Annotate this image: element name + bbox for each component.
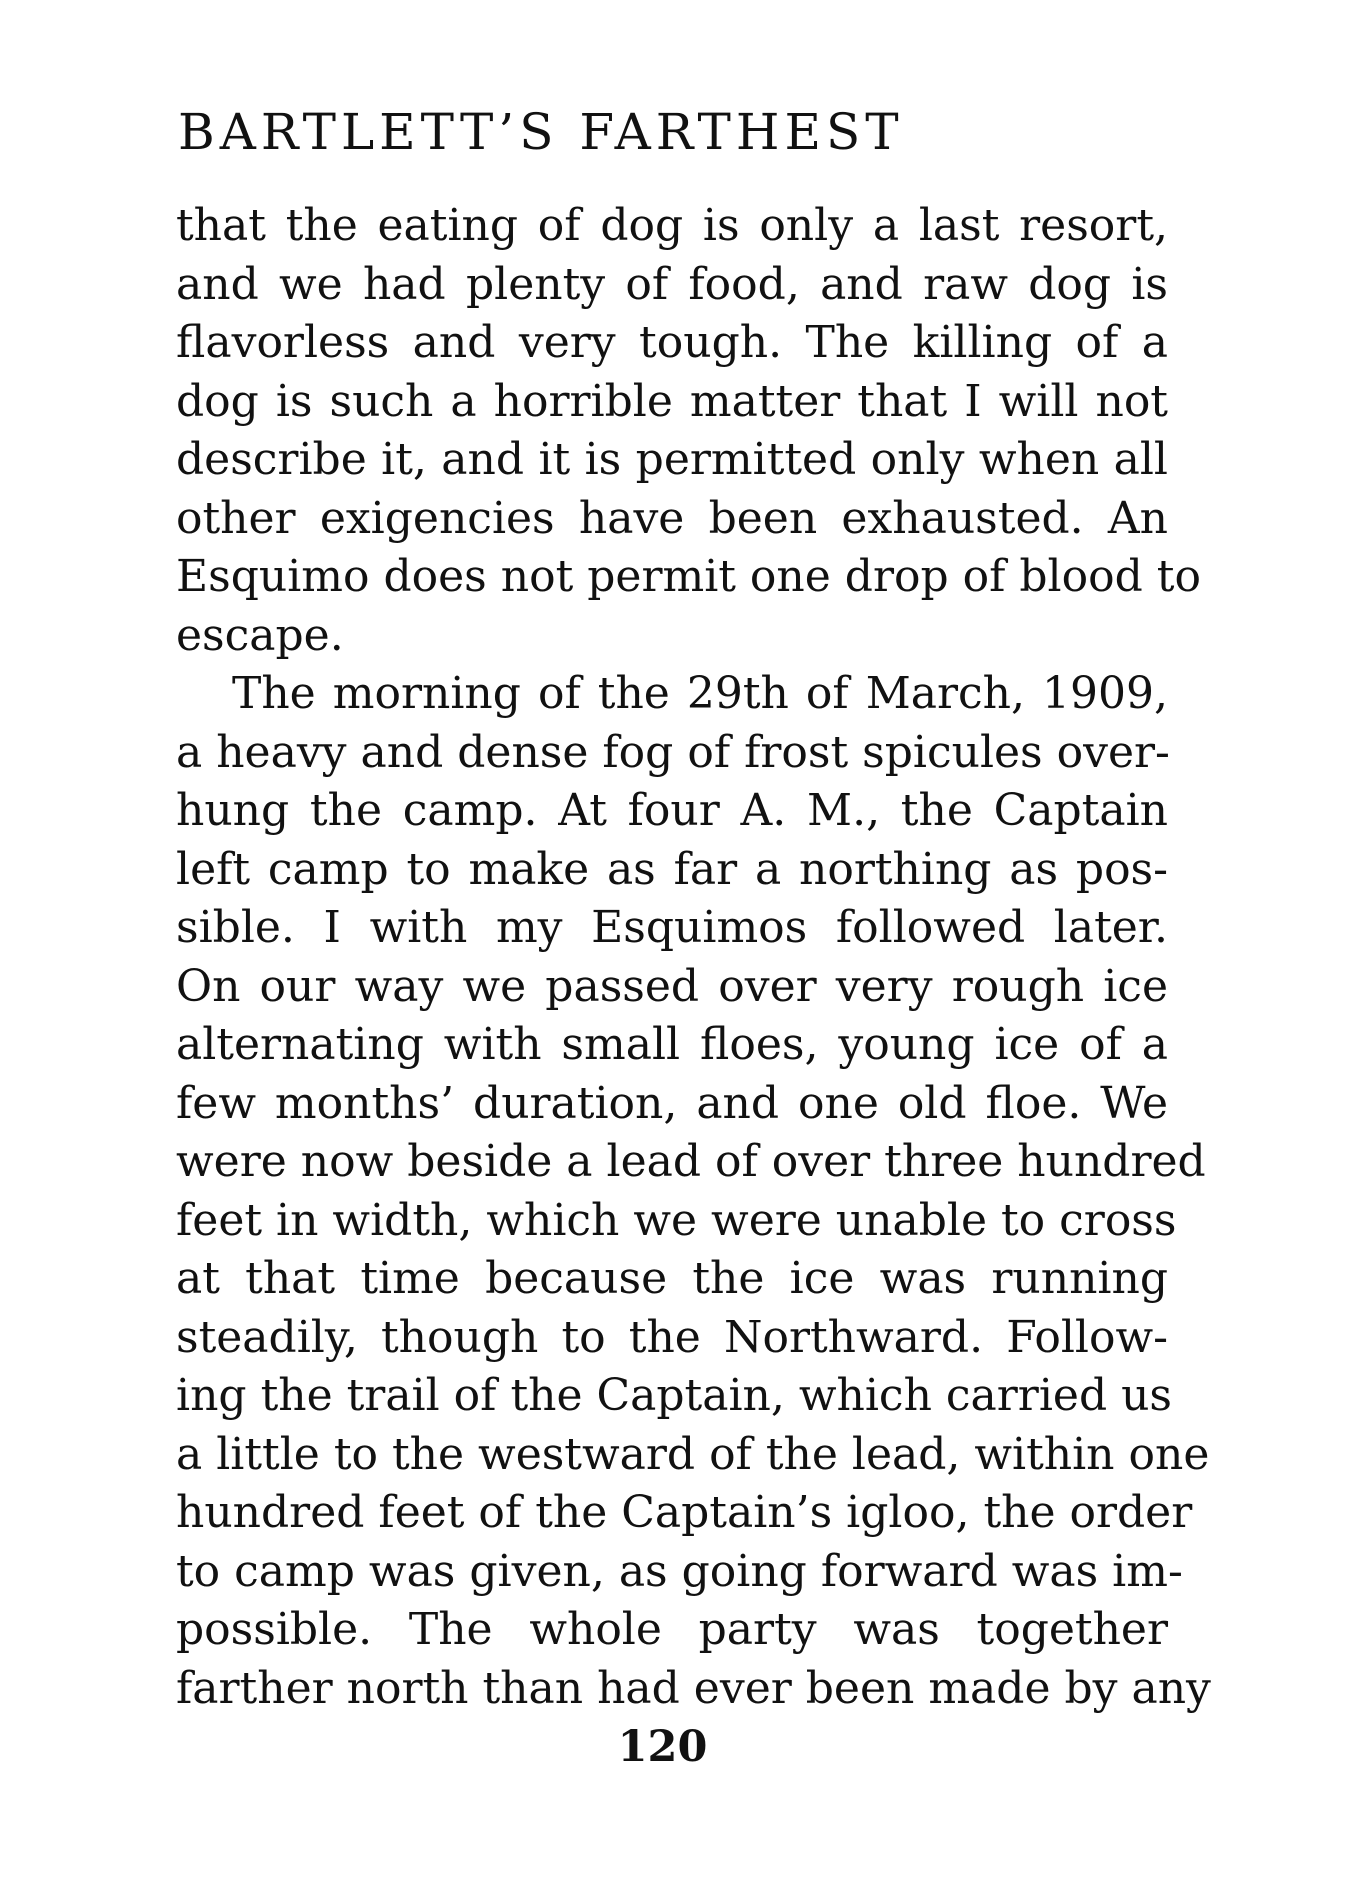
text-line: were now beside a lead of over three hundred bbox=[176, 1136, 1206, 1187]
text-line: hundred feet of the Captain’s igloo, the order bbox=[176, 1487, 1193, 1538]
text-line: steadily, though to the Northward. Follow- bbox=[176, 1311, 1168, 1363]
text-line: to camp was given, as going forward was im- bbox=[176, 1545, 1183, 1597]
body-text bbox=[176, 197, 1211, 1718]
text-line: The morning of the 29th of March, 1909, bbox=[232, 668, 1168, 719]
text-line: flavorless and very tough. The killing of a bbox=[176, 317, 1168, 368]
text-line: that the eating of dog is only a last resort, bbox=[176, 200, 1168, 251]
text-line: and we had plenty of food, and raw dog is bbox=[176, 258, 1168, 310]
text-line: possible. The whole party was together bbox=[176, 1604, 1168, 1655]
text-line: feet in width, which we were unable to cross bbox=[176, 1194, 1177, 1246]
text-line: few months’ duration, and one old floe. We bbox=[176, 1077, 1168, 1129]
paragraph-2 bbox=[176, 665, 1211, 1718]
text-line: left camp to make as far a northing as pos- bbox=[176, 843, 1168, 895]
text-line: a little to the westward of the lead, within one bbox=[176, 1428, 1210, 1480]
text-line: at that time because the ice was running bbox=[176, 1253, 1168, 1304]
text-line: Esquimo does not permit one drop of blood to bbox=[176, 551, 1201, 602]
text-line: a heavy and dense fog of frost spicules over- bbox=[176, 726, 1170, 778]
text-line: alternating with small floes, young ice of a bbox=[176, 1019, 1168, 1070]
text-line: On our way we passed over very rough ice bbox=[176, 960, 1168, 1012]
text-line: ing the trail of the Captain, which carried us bbox=[176, 1370, 1173, 1421]
text-line: escape. bbox=[176, 609, 344, 661]
text-line: describe it, and it is permitted only when all bbox=[176, 434, 1168, 485]
text-line: hung the camp. At four A. M., the Captain bbox=[176, 785, 1168, 836]
paragraph-1 bbox=[176, 197, 1201, 665]
text-line: other exigencies have been exhausted. An bbox=[176, 492, 1168, 544]
running-head: BARTLETT’S FARTHEST bbox=[178, 103, 904, 161]
text-line: sible. I with my Esquimos followed later. bbox=[176, 902, 1168, 953]
text-line: farther north than had ever been made by any bbox=[176, 1662, 1211, 1714]
text-line: dog is such a horrible matter that I will not bbox=[176, 375, 1168, 427]
page-number: 120 bbox=[617, 1722, 708, 1772]
